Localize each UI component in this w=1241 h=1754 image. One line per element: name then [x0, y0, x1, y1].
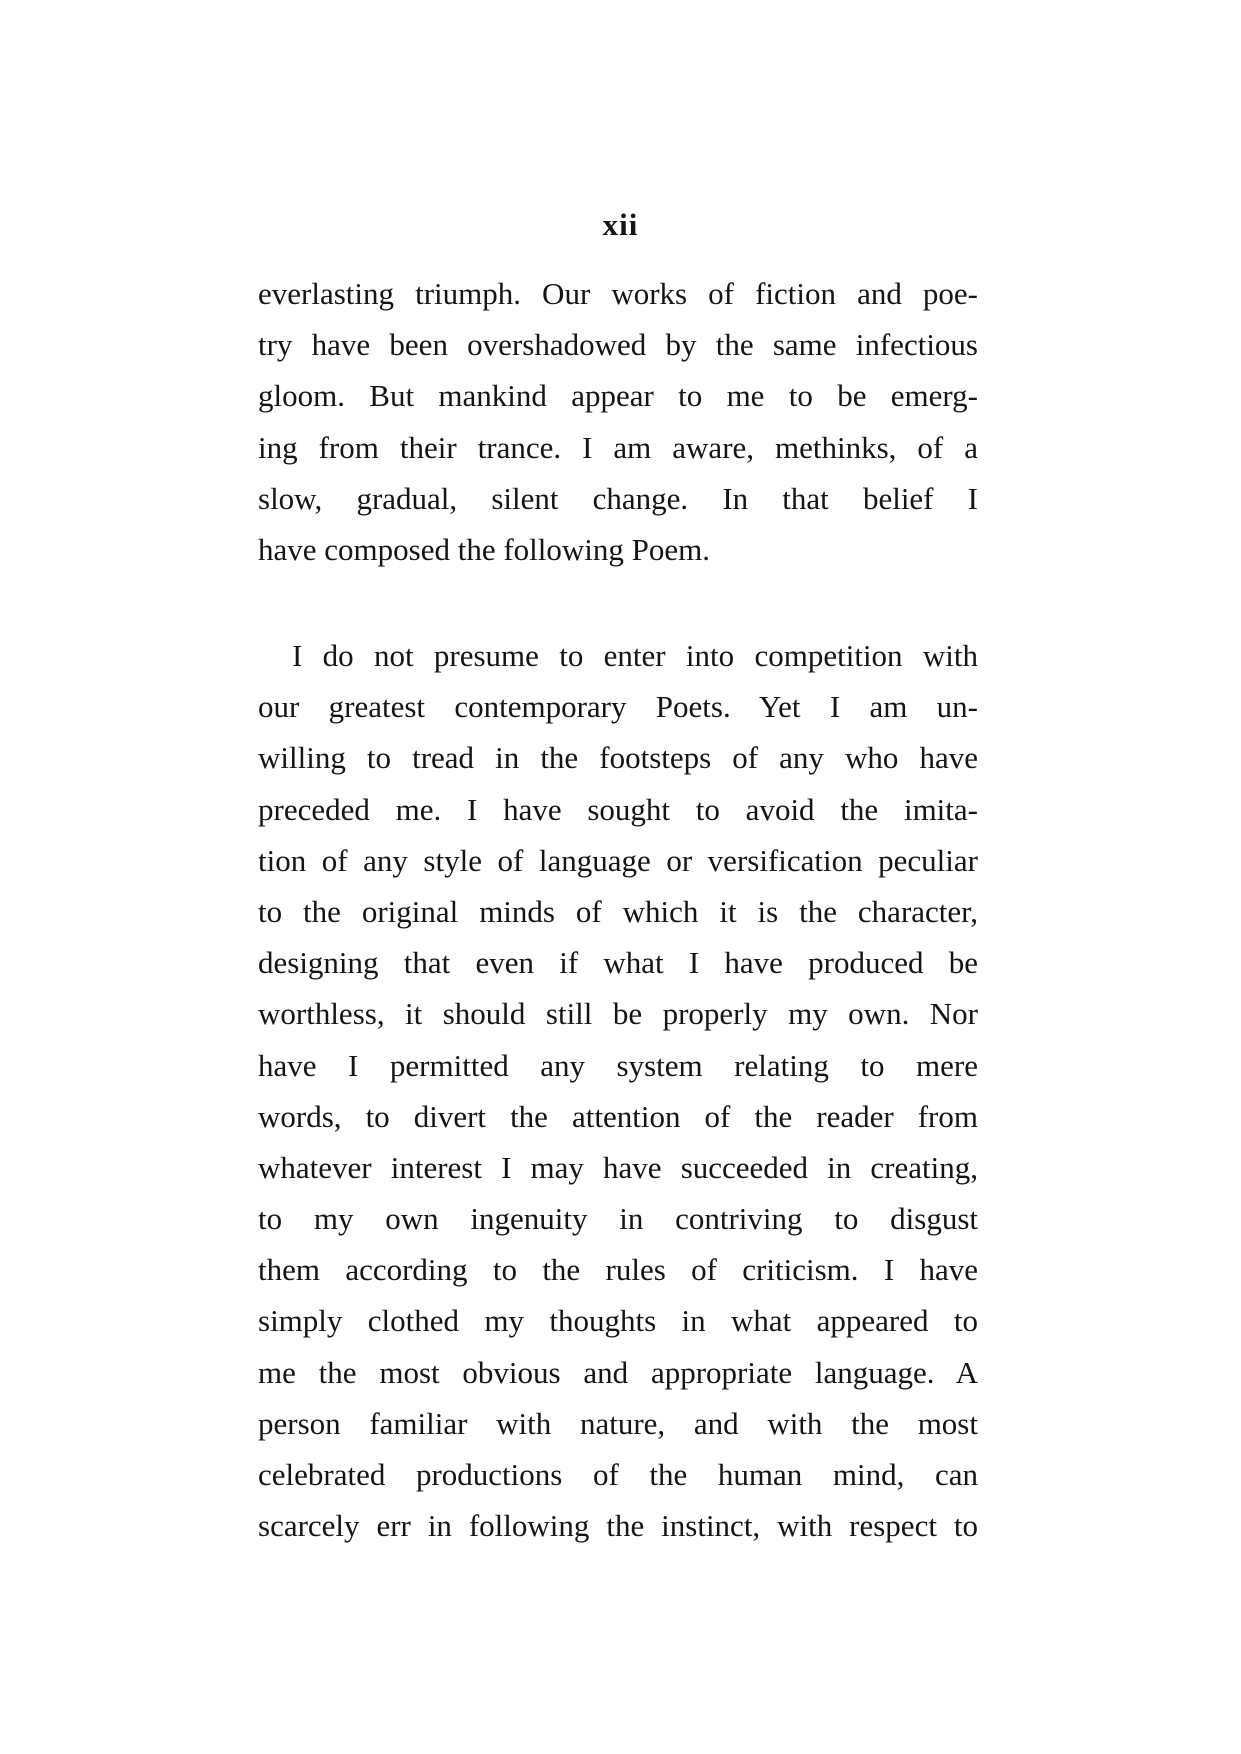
text-line: me the most obvious and appropriate language. A: [258, 1354, 978, 1390]
text-line: try have been overshadowed by the same infectious: [258, 327, 978, 363]
text-line: simply clothed my thoughts in what appeared to: [258, 1303, 978, 1339]
text-line: everlasting triumph. Our works of fiction and poe-: [258, 276, 978, 311]
text-line: gloom. But mankind appear to me to be emerg-: [258, 378, 978, 414]
text-line: to my own ingenuity in contriving to disgust: [258, 1201, 978, 1237]
text-line: willing to tread in the footsteps of any who have: [258, 740, 978, 776]
text-line: them according to the rules of criticism. I have: [258, 1252, 978, 1288]
text-line: I do not presume to enter into competition with: [292, 638, 978, 673]
text-line: scarcely err in following the instinct, with respect to: [258, 1508, 978, 1544]
text-line: celebrated productions of the human mind, can: [258, 1457, 978, 1492]
text-line: slow, gradual, silent change. In that belief I: [258, 480, 978, 516]
text-line: whatever interest I may have succeeded in creating,: [258, 1149, 978, 1185]
text-line: person familiar with nature, and with the most: [258, 1405, 978, 1441]
text-line: preceded me. I have sought to avoid the imita-: [258, 791, 978, 827]
page-number: xii: [602, 207, 639, 242]
text-line: have I permitted any system relating to mere: [258, 1047, 978, 1083]
text-line: to the original minds of which it is the character,: [258, 893, 978, 929]
paragraph-1: [258, 268, 978, 575]
text-line: words, to divert the attention of the reader from: [258, 1098, 978, 1134]
text-line: worthless, it should still be properly my own. Nor: [258, 996, 978, 1032]
text-line: designing that even if what I have produced be: [258, 945, 978, 981]
text-line: our greatest contemporary Poets. Yet I am un-: [258, 689, 978, 725]
paragraph-2: [258, 630, 978, 1551]
text-line: have composed the following Poem.: [258, 531, 710, 567]
text-line: ing from their trance. I am aware, methinks, of a: [258, 429, 978, 465]
text-line: tion of any style of language or versification peculiar: [258, 842, 978, 878]
